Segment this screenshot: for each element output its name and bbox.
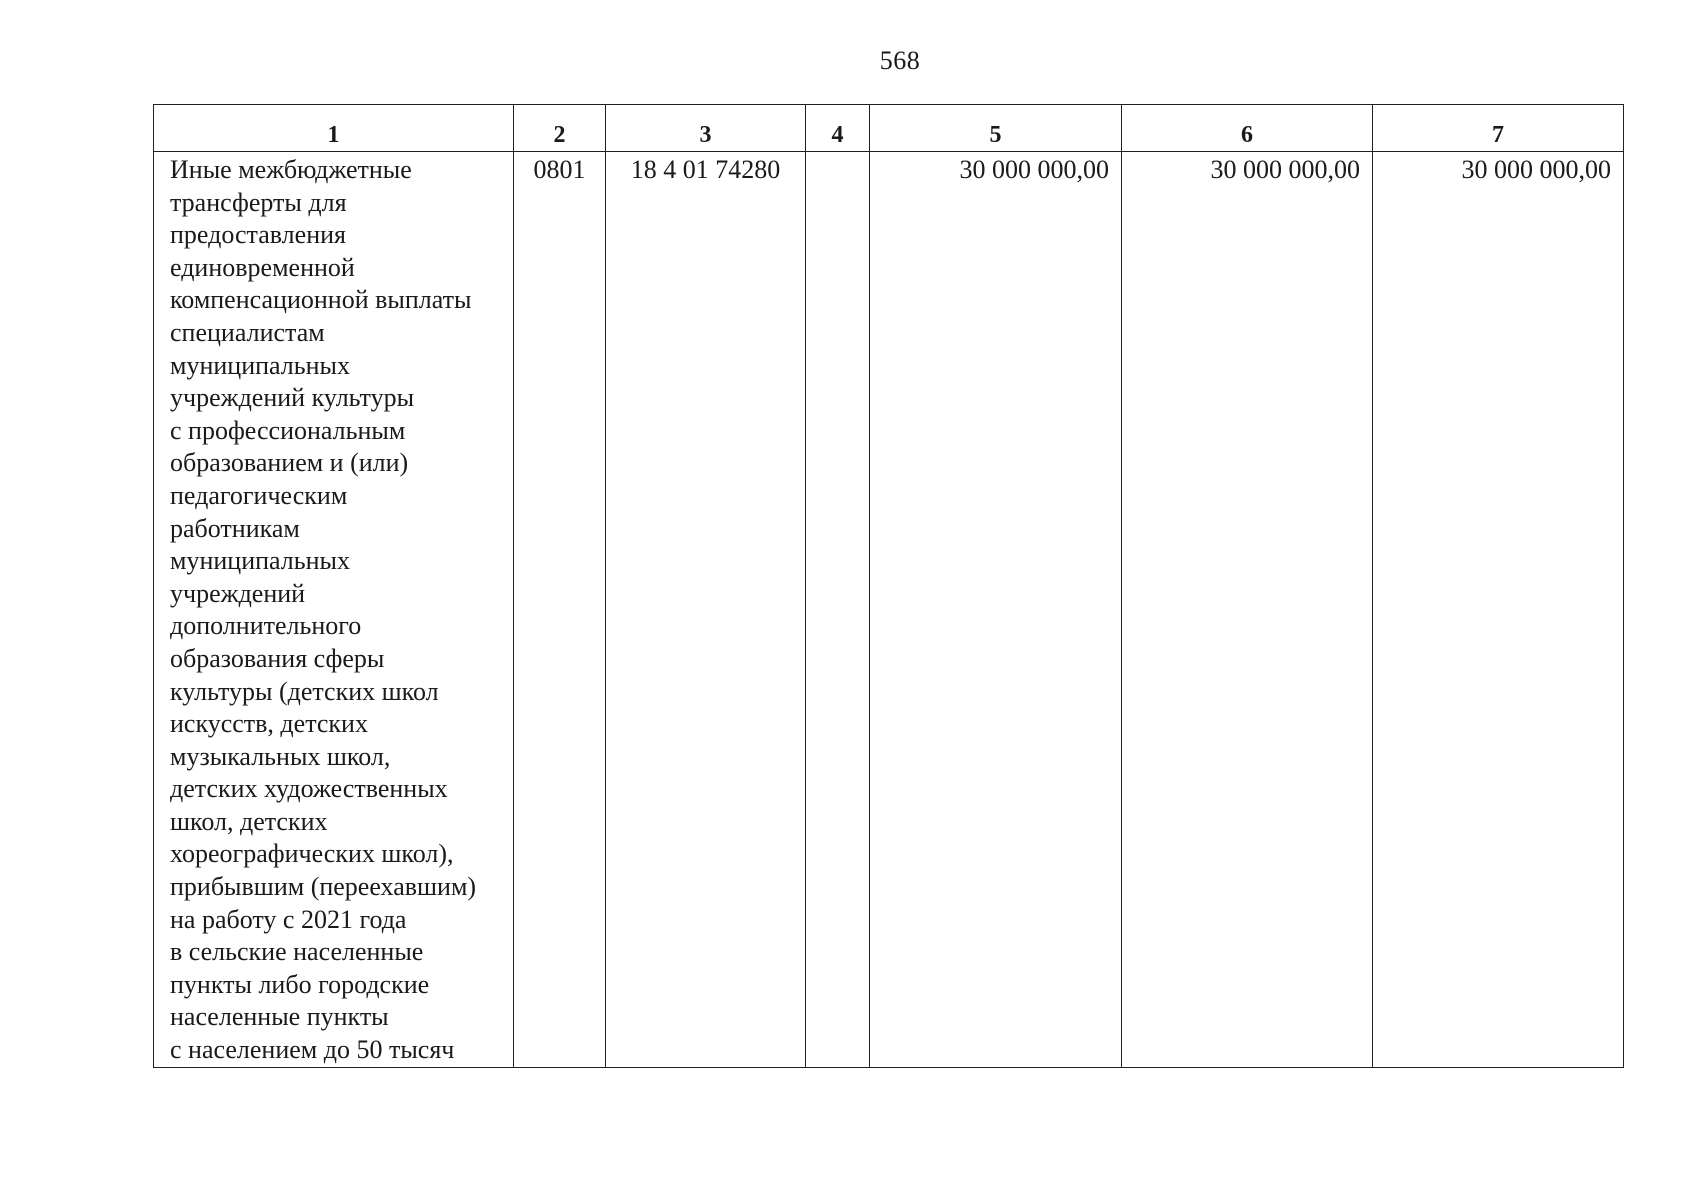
name-line: компенсационной выплаты	[170, 285, 472, 315]
name-line: хореографических школ),	[170, 839, 454, 869]
page-number: 568	[879, 46, 921, 75]
column-header-3: 3	[606, 105, 806, 152]
amount-cell-5: 30 000 000,00	[870, 152, 1122, 1068]
name-line: школ, детских	[170, 806, 328, 836]
name-line: на работу с 2021 года	[170, 904, 407, 934]
name-line: муниципальных	[170, 350, 351, 380]
budget-table	[153, 104, 1624, 1068]
name-line: с профессиональным	[170, 415, 406, 445]
table-header-row	[154, 105, 1624, 152]
name-line: искусств, детских	[170, 709, 368, 739]
column-header-6: 6	[1122, 105, 1373, 152]
name-line: музыкальных школ,	[170, 741, 391, 771]
target-article-cell: 18 4 01 74280	[606, 152, 806, 1068]
name-line: работникам	[170, 513, 300, 543]
name-line: культуры (детских школ	[170, 676, 439, 706]
name-line: населенные пункты	[170, 1002, 389, 1032]
name-line: образованием и (или)	[170, 448, 409, 478]
amount-cell-7: 30 000 000,00	[1373, 152, 1624, 1068]
name-line: с населением до 50 тысяч	[170, 1035, 455, 1065]
name-line: детских художественных	[170, 774, 448, 804]
amount-cell-6: 30 000 000,00	[1122, 152, 1373, 1068]
column-header-5: 5	[870, 105, 1122, 152]
name-line: специалистам	[170, 317, 325, 347]
column-header-4: 4	[806, 105, 870, 152]
column-header-2: 2	[514, 105, 606, 152]
row-name-cell	[154, 152, 514, 1068]
name-line: трансферты для	[170, 187, 347, 217]
name-line: образования сферы	[170, 643, 385, 673]
name-line: педагогическим	[170, 480, 348, 510]
name-line: учреждений культуры	[170, 383, 415, 413]
table-row	[154, 152, 1624, 1068]
column-header-1: 1	[154, 105, 514, 152]
name-line: дополнительного	[170, 611, 362, 641]
name-line: в сельские населенные	[170, 937, 424, 967]
name-line: пункты либо городские	[170, 969, 430, 999]
column-header-7: 7	[1373, 105, 1624, 152]
name-line: учреждений	[170, 578, 306, 608]
expense-type-cell	[806, 152, 870, 1068]
name-line: предоставления	[170, 220, 346, 250]
name-line: Иные межбюджетные	[170, 155, 412, 184]
name-line: муниципальных	[170, 546, 351, 576]
section-code-cell: 0801	[514, 152, 606, 1068]
name-line: прибывшим (переехавшим)	[170, 872, 477, 902]
name-line: единовременной	[170, 252, 355, 282]
